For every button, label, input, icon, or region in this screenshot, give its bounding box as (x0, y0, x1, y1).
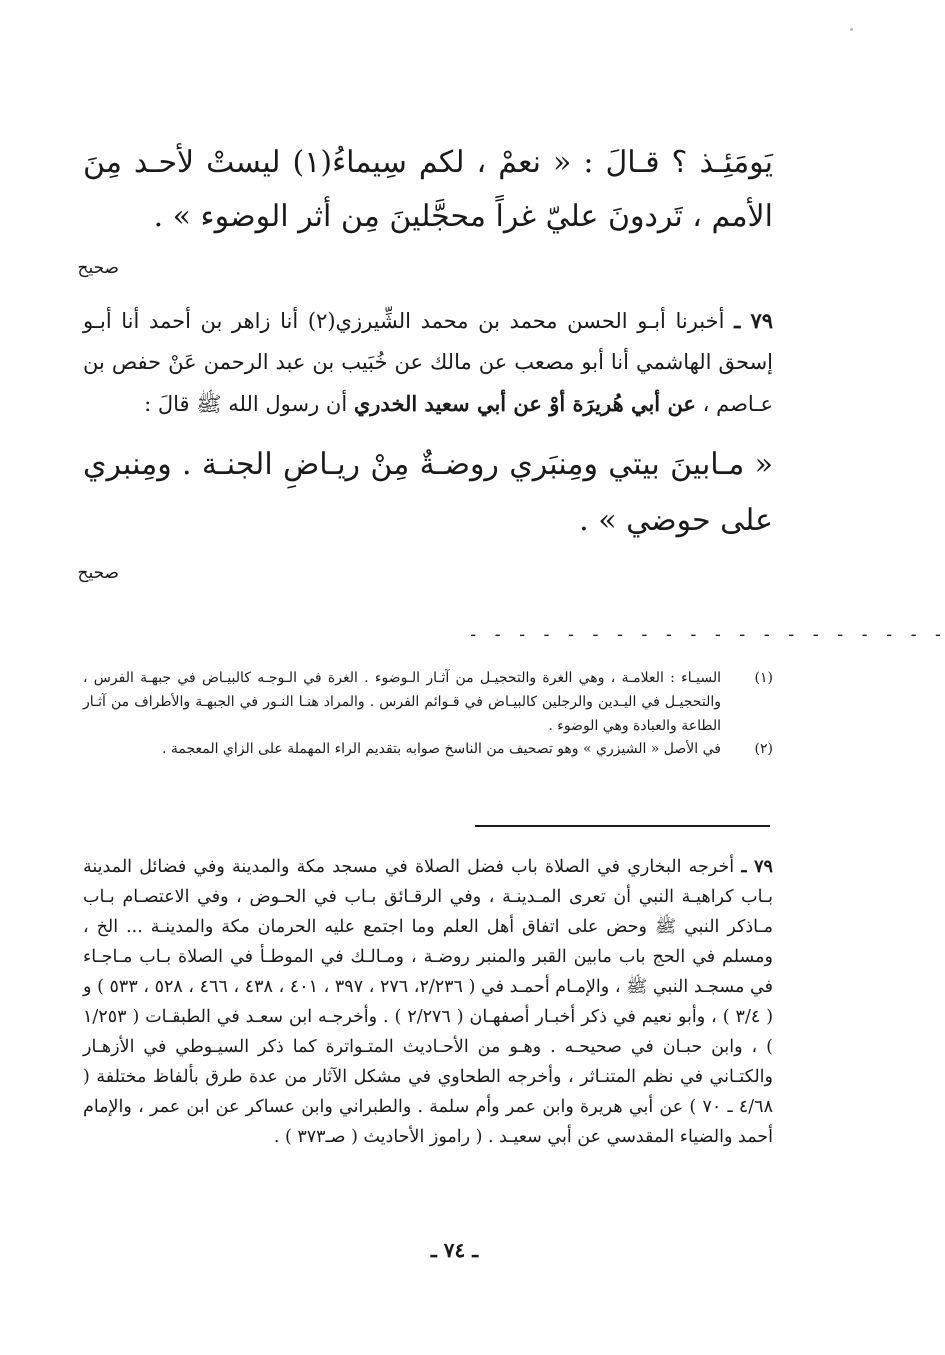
hadith-78-continuation: يَومَئِـذ ؟ قـالَ : « نعمْ ، لكم سِيماءُ(١) ليستْ لأحـد مِنَ الأمم ، تَردونَ عليّ غراً محجَّلينَ مِن أثر الوضوء » . (83, 145, 773, 234)
footnote-1-number: (١) (754, 670, 773, 686)
hadith-79-chain-plain: أخبرنا أبـو الحسن محمد بن محمد الشِّيرزي(٢) أنا زاهر بن أحمد أنا أبـو إسحق الهاشمي أنا أبو مصعب عن مالك عن خُبَيب بن عبد الرحمن عَنْ حفص بن عـاصم ، (83, 309, 773, 416)
takhrij-text: أخرجه البخاري في الصلاة باب فضل الصلاة في مسجد مكة والمدينة وفي فضائل المدينة بـاب كراهيـة النبي أن تعرى المـدينـة ، وفي الرقـائق بـاب في الحـوض ، وفي الاعتصـام بـاب مـاذكر النبي ﷺ وحض على اتفاق أهل العلم وما اجتمع عليه الحرمان مكة والمدينـة ... الخ ، ومسلم في الحج باب مابين القبر والمنبر روضـة ، ومـالـك في الموطـأ في الصلاة بـاب مـاجـاء في مسجـد النبي ﷺ ، والإمـام أحمـد في ( ٢/٢٣٦، ٢٧٦ ، ٣٩٧ ، ٤٠١ ، ٤٣٨ ، ٤٦٦ ، ٥٢٨ ، ٥٣٣ ) و ( ٣/٤ ) ، وأبو نعيم في ذكر أخبـار أصفهـان ( ٢/٢٧٦ ) . وأخرجـه ابن سعـد في الطبقـات ( ١/٢٥٣ ) ، وابن حبـان في صحيحـه . وهـو من الأحـاديث المتـواترة كما ذكر السيـوطي في الأزهـار والكتـاني في نظم المتنـاثر ، وأخرجه الطحاوي في مشكل الآثار من عدة طرق بألفاظ مختلفة ( ٤/٦٨ ـ ٧٠ ) عن أبي هريرة وابن عمر وأم سلمة . والطبراني وابن عساكر عن ابن عمر ، والإمام أحمد والضياء المقدسي عن أبي سعيـد . ( راموز الأحاديث ( صـ٣٧٣ ) . (83, 857, 774, 1147)
footnote-2-number: (٢) (754, 741, 773, 757)
page-number: ـ ٧٤ ـ (430, 1238, 479, 1262)
footnote-2 (83, 737, 773, 761)
takhrij-separator-line (475, 825, 770, 827)
hadith-79-isnad (83, 300, 773, 425)
footnote-2-text: في الأصل « الشيزري » وهو تصحيف من الناسخ صوابه بتقديم الراء المهملة على الزاي المعجمة . (161, 741, 721, 757)
hadith-78-grade: صحيح (77, 258, 119, 278)
footnote-1-text: السيـاء : العلامـة ، وهي الغرة والتحجيـل من آثـار الـوضوء . الغرة في الـوجـه كالبيـاض في جبهـة الفرس ، والتحجيـل في اليـدين والرجلين كالبيـاض في قـوائم الفرس . والمراد هنـا النـور في الجبهـة والأطراف من آثـار الطاعة والعبادة وهي الوضوء . (83, 670, 721, 734)
scan-speck (850, 28, 853, 31)
hadith-79-chain-narrators: عن أبي هُريرَة أوْ عن أبي سعيد الخدري (353, 391, 696, 416)
footnote-separator-dashed: - - - - - - - - - - - - - - - - - - - - (468, 625, 945, 645)
takhrij-number: ٧٩ ـ (741, 857, 773, 877)
hadith-79-chain-end: أن رسول الله ﷺ قالَ : (144, 392, 348, 416)
hadith-79-grade: صحيح (77, 563, 119, 583)
footnote-1 (83, 666, 773, 738)
hadith-79-matn: « مـابينَ بيتي ومِنبَري روضـةٌ مِنْ ريـاضِ الجنـة . ومِنبري على حوضي » . (83, 447, 773, 538)
hadith-79-number: ٧٩ ـ (734, 308, 774, 333)
takhrij-note (83, 852, 773, 1152)
